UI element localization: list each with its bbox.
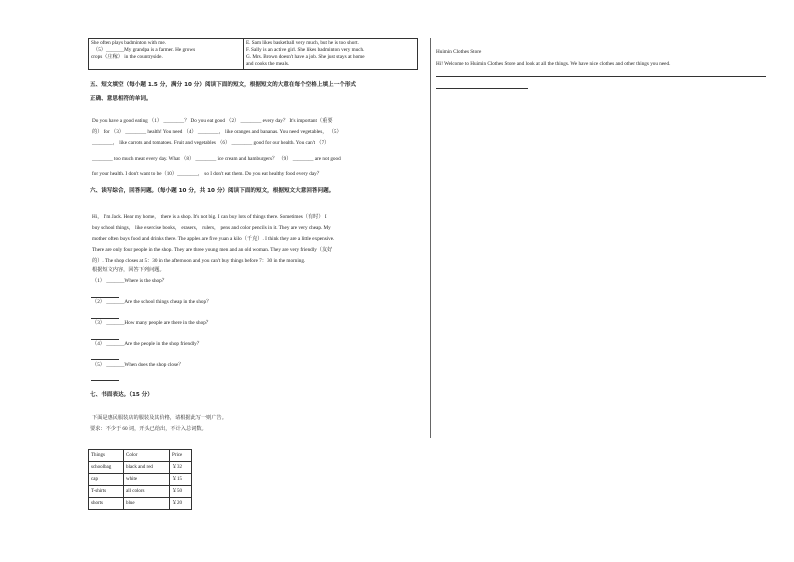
answer-line-5: [91, 380, 119, 381]
section5-line: 的） for （3） ________ health! You need （4） ________， like oranges and bananas. You need vegetables， （5）: [92, 129, 342, 135]
match-left-line: crops（庄稼） in the countryside.: [91, 54, 163, 60]
match-right-cell: [244, 39, 418, 70]
question-1: （1） _______Where is the shop？: [92, 278, 167, 284]
passage-line: buy school things， like exercise books， erasers， rulers， pens and color pencils in it. They are very cheap. My: [92, 225, 331, 231]
writing-prompt: 下面是惠民服装店的服装及其价格，请根据此写一则广告。: [92, 415, 227, 421]
cell-price: ￥15: [170, 474, 192, 486]
price-table-row: [89, 474, 192, 486]
match-right-line: G. Mrs. Brown doesn't have a job. She just stays at home: [246, 54, 365, 60]
section5-line: for your health. I don't want to be（10）________， so I don't eat them. Do you eat healthy food every day？: [92, 171, 322, 177]
writing-line: [436, 76, 766, 77]
question-4: （4） _______Are the people in the shop friendly？: [92, 341, 202, 347]
answer-line-3: [91, 339, 119, 340]
cell-price: ￥20: [170, 498, 192, 510]
cell-color: blue: [124, 498, 170, 510]
column-divider: [430, 38, 431, 438]
question-5: （5） _______When does the shop close？: [92, 362, 184, 368]
section5-line: ________， like carrots and tomatoes. Fruit and vegetables （6） ________ good for our health. You can't （7）: [92, 140, 330, 146]
price-table-header: [89, 450, 192, 462]
section7-heading: 七、书面表达。（15 分）: [90, 392, 153, 398]
section5-heading-cont: 正确、意思相符的单词。: [90, 96, 152, 102]
question-3: （3） _______How many people are there in the shop？: [92, 320, 211, 326]
writing-line-short: [436, 88, 528, 89]
cell-price: ￥50: [170, 486, 192, 498]
header-cell: Color: [124, 450, 170, 462]
match-right-line: F. Sally is an active girl. She likes badminton very much.: [246, 47, 365, 53]
match-left-cell: [89, 39, 244, 70]
price-table-row: [89, 486, 192, 498]
answer-line-1: [91, 297, 119, 298]
cell-thing: shorts: [89, 498, 124, 510]
question-instruction: 根据短文内容，回答下列问题。: [92, 267, 165, 273]
header-cell: Things: [89, 450, 124, 462]
price-table-row: [89, 498, 192, 510]
passage-line: There are only four people in the shop. They are three young men and an old woman. They are very friendly（友好: [92, 247, 333, 253]
passage-line: 的）. The shop closes at 5：30 in the afternoon and you can't buy things before 7：30 in the morning.: [92, 258, 306, 264]
price-table: [88, 449, 192, 510]
section5-line: ________ too much meat every day. What （8） ________ ice cream and hamburgers？ （9） ________ are not good: [92, 156, 341, 162]
ad-opening: Hi! Welcome to Huimin Clothes Store and look at all the things. We have nice clothes and other things you need.: [436, 61, 671, 67]
match-right-line: and cooks the meals.: [246, 61, 290, 67]
price-table-row: [89, 462, 192, 474]
answer-line-2: [91, 318, 119, 319]
section5-heading: 五、短文填空（每小题 1.5 分，满分 10 分）阅读下面的短文，根据短文的大意在每个空格上填上一个形式: [90, 82, 357, 88]
cell-price: ￥32: [170, 462, 192, 474]
match-right-line: E. Sam likes basketball very much, but he is too short.: [246, 40, 359, 46]
passage-line: mother often buys food and drinks there. The apples are five yuan a kilo（千克）. I think they are a little expensive.: [92, 236, 335, 242]
match-left-line: She often plays badminton with me.: [91, 40, 166, 46]
question-2: （2） _______Are the school things cheap in the shop？: [92, 299, 212, 305]
section5-line: Do you have a good eating （1） ________？ Do you eat good （2） ________ every day？ It's important（重要: [92, 118, 333, 124]
section6-heading: 六、读写综合，回答问题。（每小题 10 分，共 10 分）阅读下面的短文，根据短文大意回答问题。: [90, 188, 335, 194]
cell-thing: schoolbag: [89, 462, 124, 474]
ad-title: Huimin Clothes Store: [436, 49, 482, 55]
cell-color: black and red: [124, 462, 170, 474]
cell-thing: T-shirts: [89, 486, 124, 498]
header-cell: Price: [170, 450, 192, 462]
passage-line: Hi， I'm Jack. Hear my home， there is a shop. It's not big. I can buy lots of things there. Sometimes（有时） I: [92, 214, 327, 220]
cell-thing: cap: [89, 474, 124, 486]
cell-color: all colors: [124, 486, 170, 498]
answer-line-4: [91, 359, 119, 360]
writing-requirements: 要求：不少于 60 词，开头已给出，不计入总词数。: [90, 426, 207, 432]
matching-table: [88, 38, 418, 70]
cell-color: white: [124, 474, 170, 486]
match-left-line: （5）_______My grandpa is a farmer. He grows: [93, 47, 196, 53]
